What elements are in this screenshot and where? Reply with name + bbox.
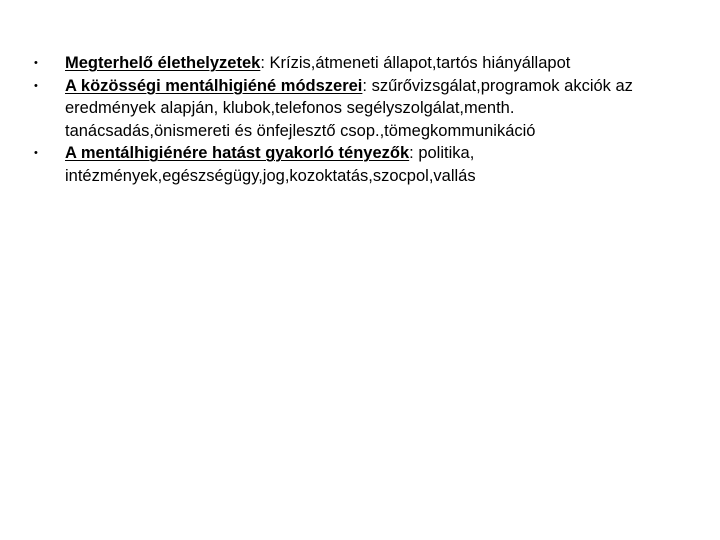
bullet-list	[0, 52, 720, 187]
bullet-separator: :	[362, 76, 367, 95]
bullet-dot-icon: •	[34, 57, 38, 69]
bullet-item-influencing-factors	[0, 142, 720, 187]
bullet-text: politika, intézmények,egészségügy,jog,kozoktatás,szocpol,vallás	[65, 144, 476, 185]
bullet-item-community-methods	[0, 75, 720, 143]
bullet-text: Krízis,átmeneti állapot,tartós hiányállapot	[264, 54, 571, 72]
bullet-separator: :	[409, 144, 414, 162]
bullet-heading: A mentálhigiénére hatást gyakorló tényezők	[65, 144, 410, 162]
bullet-item-stressful-situations	[0, 52, 720, 75]
bullet-heading: A közösségi mentálhigiéné módszerei	[65, 76, 363, 95]
bullet-dot-icon: •	[34, 79, 38, 92]
bullet-separator: :	[260, 54, 265, 72]
bullet-dot-icon: •	[34, 147, 38, 159]
bullet-heading: Megterhelő élethelyzetek	[65, 54, 261, 72]
bullet-text: szűrővizsgálat,programok akciók az eredmények alapján, klubok,telefonos segélyszolgálat,menth. tanácsadás,önismereti és önfejlesztő csop.,tömegkommunikáció	[65, 76, 633, 140]
